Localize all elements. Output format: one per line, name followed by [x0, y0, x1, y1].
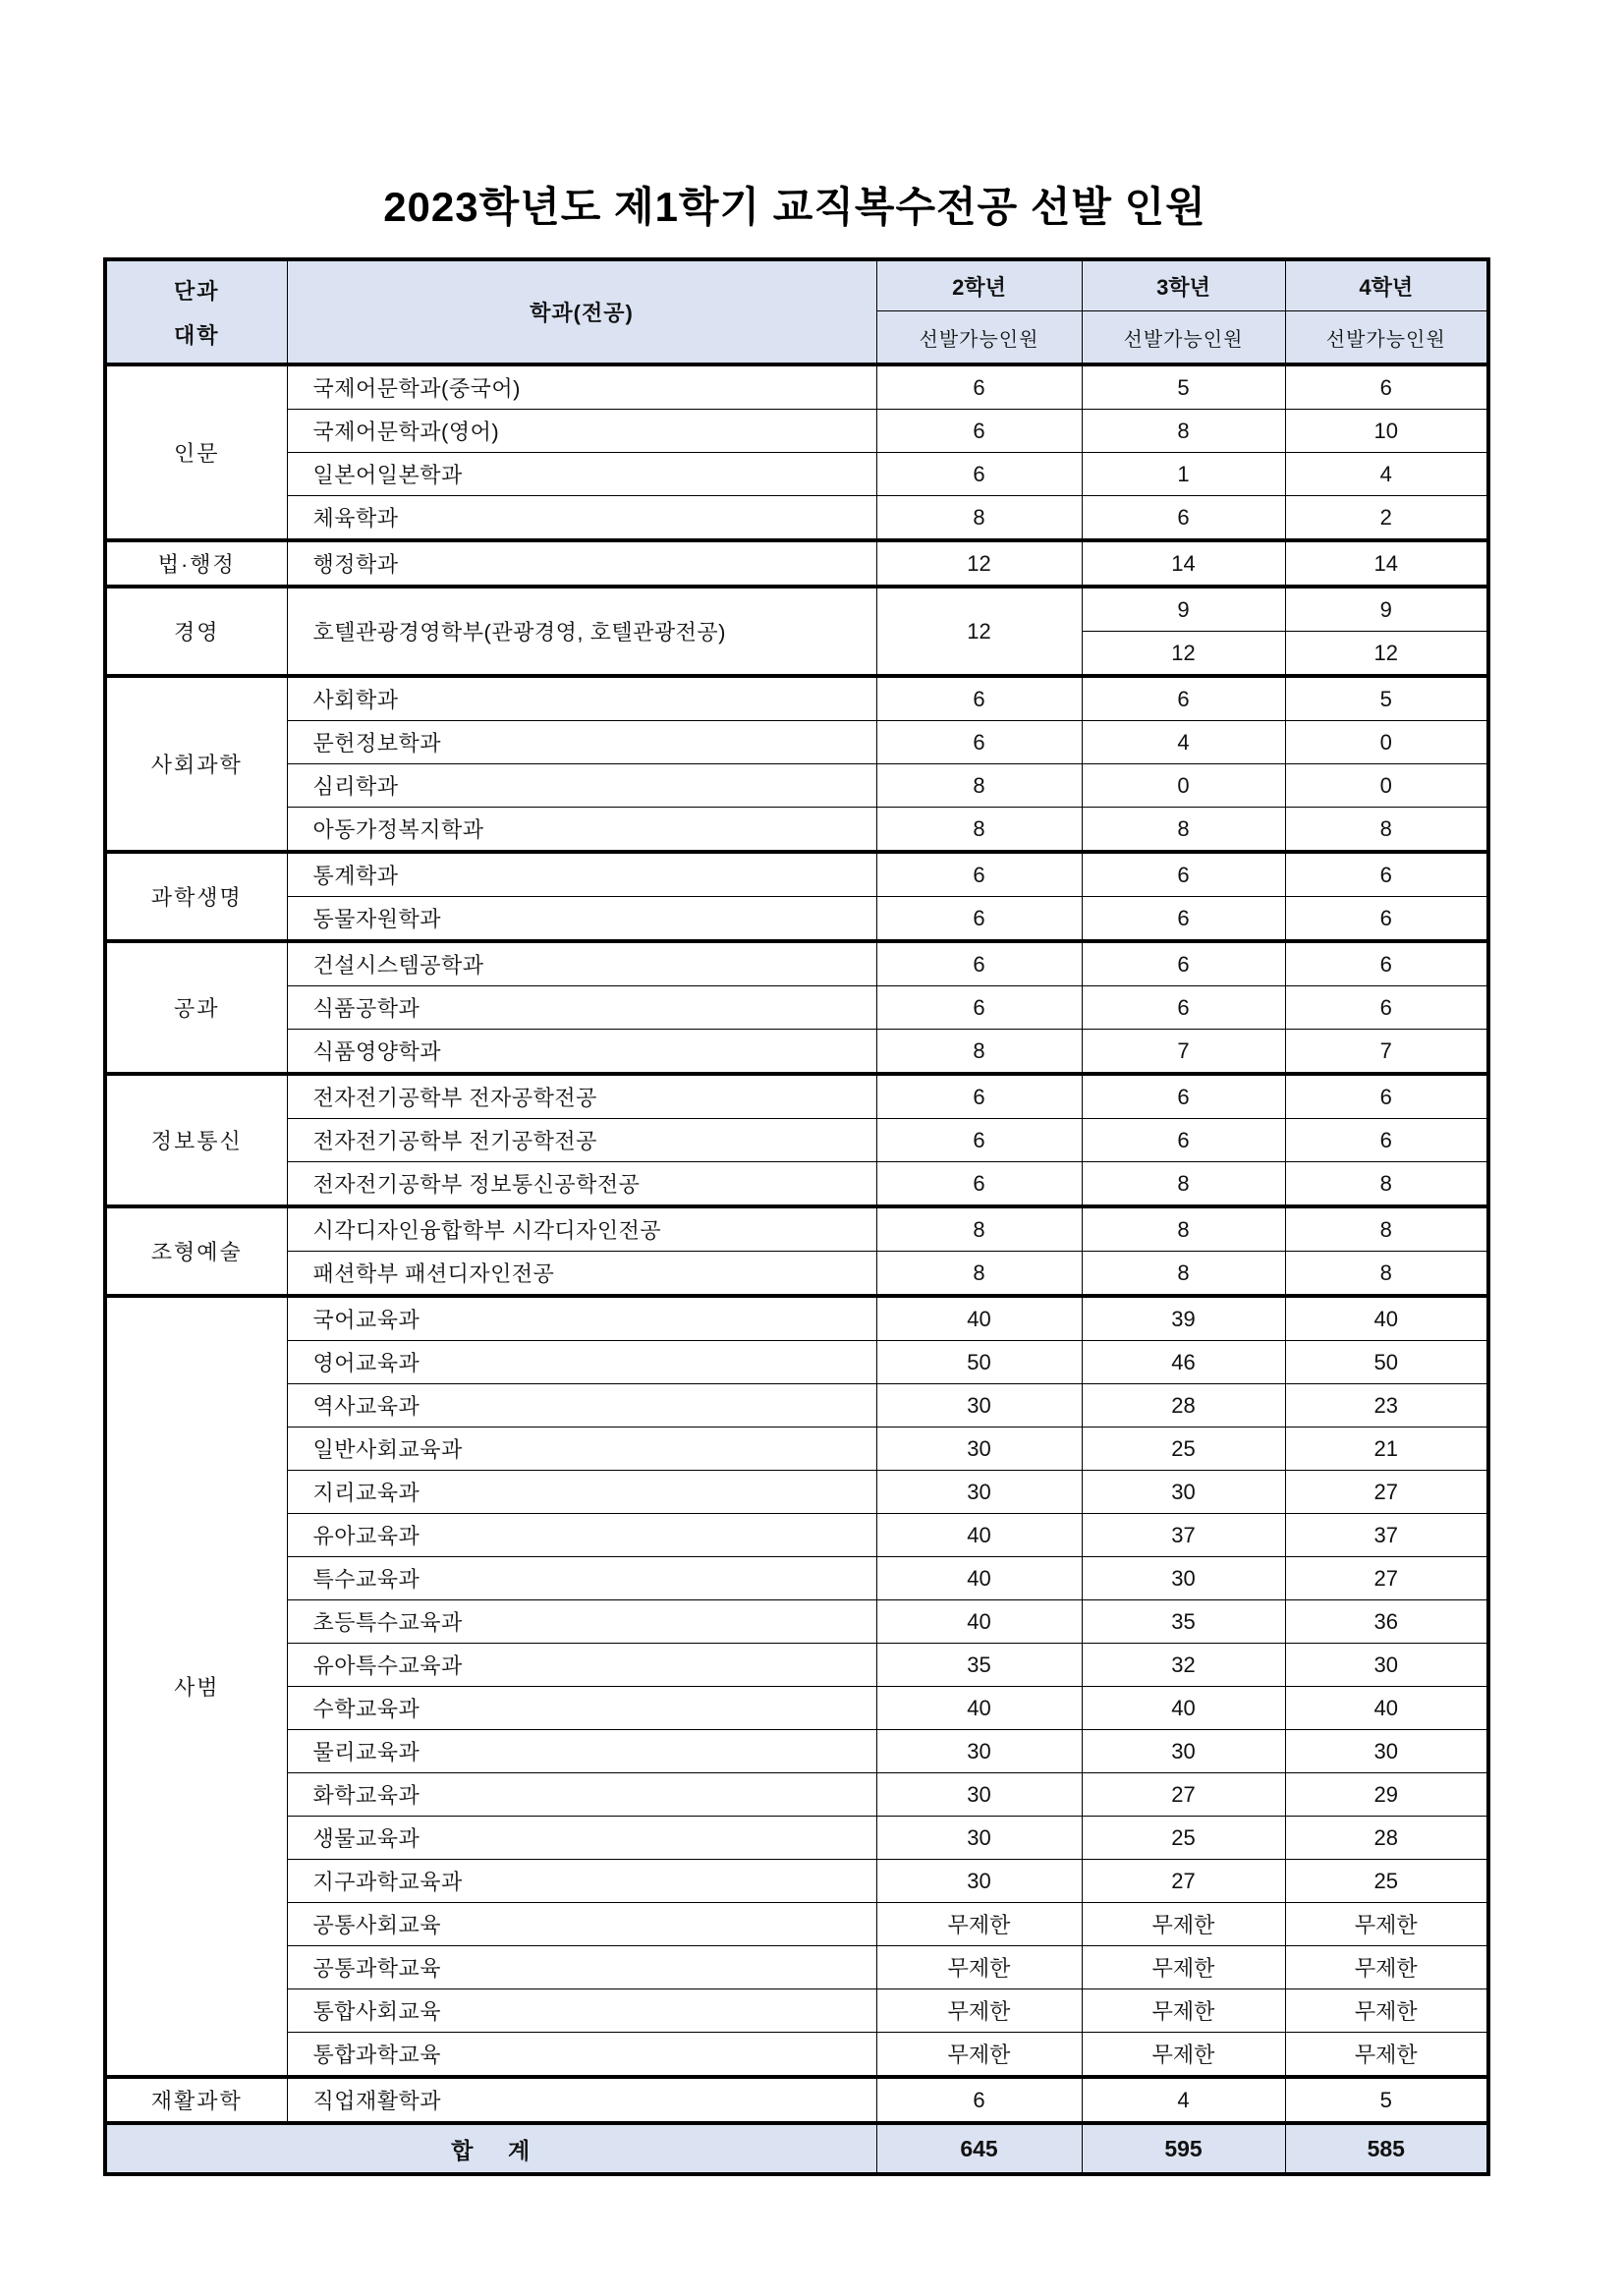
count-cell-year4: 27 [1285, 1557, 1488, 1600]
dept-cell: 초등특수교육과 [287, 1600, 876, 1644]
table-row [105, 1989, 1488, 2033]
dept-cell: 식품영양학과 [287, 1030, 876, 1075]
dept-cell: 일본어일본학과 [287, 453, 876, 496]
count-cell-year4: 6 [1285, 897, 1488, 942]
count-cell-year3: 37 [1082, 1514, 1285, 1557]
dept-cell: 식품공학과 [287, 986, 876, 1030]
count-cell-year4: 10 [1285, 410, 1488, 453]
header-year-4: 4학년 [1285, 259, 1488, 311]
count-cell-year2: 6 [876, 986, 1082, 1030]
table-row [105, 1252, 1488, 1297]
table-row [105, 453, 1488, 496]
count-cell-year2: 6 [876, 453, 1082, 496]
header-college-line1: 단과 [173, 278, 220, 304]
count-cell-year4: 36 [1285, 1600, 1488, 1644]
count-cell-year4: 무제한 [1285, 1946, 1488, 1989]
dept-cell: 공통과학교육 [287, 1946, 876, 1989]
dept-cell: 생물교육과 [287, 1817, 876, 1860]
table-row [105, 1903, 1488, 1946]
table-row [105, 1162, 1488, 1207]
count-cell-year2: 40 [876, 1600, 1082, 1644]
count-cell-year4: 23 [1285, 1384, 1488, 1428]
count-cell-year4: 8 [1285, 1206, 1488, 1252]
dept-cell: 지리교육과 [287, 1471, 876, 1514]
count-cell-year2: 40 [876, 1687, 1082, 1730]
count-cell-year2: 6 [876, 676, 1082, 721]
dept-cell: 화학교육과 [287, 1773, 876, 1817]
table-row [105, 852, 1488, 897]
count-cell-year4: 6 [1285, 852, 1488, 897]
count-cell-year4: 50 [1285, 1341, 1488, 1384]
count-cell-year4: 6 [1285, 1074, 1488, 1119]
header-year-2: 2학년 [876, 259, 1082, 311]
count-cell-year2: 30 [876, 1730, 1082, 1773]
dept-cell: 국제어문학과(중국어) [287, 364, 876, 410]
college-cell: 사범 [105, 1296, 287, 2077]
dept-cell: 전자전기공학부 정보통신공학전공 [287, 1162, 876, 1207]
dept-cell: 동물자원학과 [287, 897, 876, 942]
table-row [105, 1773, 1488, 1817]
count-cell-year3: 25 [1082, 1428, 1285, 1471]
count-cell-year3: 40 [1082, 1687, 1285, 1730]
total-label: 합 계 [105, 2123, 876, 2174]
count-cell-year4: 무제한 [1285, 2033, 1488, 2078]
dept-cell: 국제어문학과(영어) [287, 410, 876, 453]
count-cell-year2: 무제한 [876, 2033, 1082, 2078]
dept-cell: 전자전기공학부 전자공학전공 [287, 1074, 876, 1119]
dept-cell: 건설시스템공학과 [287, 941, 876, 986]
dept-cell: 문헌정보학과 [287, 721, 876, 764]
count-cell-year4: 무제한 [1285, 1989, 1488, 2033]
count-cell-year2: 40 [876, 1296, 1082, 1341]
count-cell-year4: 5 [1285, 2077, 1488, 2123]
college-cell: 정보통신 [105, 1074, 287, 1206]
header-college [105, 259, 287, 364]
table-row [105, 721, 1488, 764]
count-cell-year2: 6 [876, 941, 1082, 986]
college-cell: 사회과학 [105, 676, 287, 852]
header-sub-year4: 선발가능인원 [1285, 311, 1488, 365]
table-row [105, 941, 1488, 986]
table-row [105, 2077, 1488, 2123]
count-cell-year2: 8 [876, 1206, 1082, 1252]
total-year2: 645 [876, 2123, 1082, 2174]
count-cell-year3: 무제한 [1082, 2033, 1285, 2078]
count-cell-year3: 8 [1082, 410, 1285, 453]
total-row [105, 2123, 1488, 2174]
count-cell-year4: 6 [1285, 364, 1488, 410]
dept-cell: 행정학과 [287, 540, 876, 587]
count-cell-year3: 27 [1082, 1860, 1285, 1903]
dept-cell: 물리교육과 [287, 1730, 876, 1773]
dept-cell: 전자전기공학부 전기공학전공 [287, 1119, 876, 1162]
count-cell-year2: 40 [876, 1557, 1082, 1600]
count-cell-year2: 6 [876, 852, 1082, 897]
table-row [105, 540, 1488, 587]
count-cell-year4: 0 [1285, 721, 1488, 764]
count-cell-year3: 0 [1082, 764, 1285, 808]
table-footer [105, 2123, 1488, 2174]
count-cell-year2: 6 [876, 1162, 1082, 1207]
table-row [105, 1946, 1488, 1989]
table-row [105, 1074, 1488, 1119]
table-row [105, 1817, 1488, 1860]
dept-cell: 지구과학교육과 [287, 1860, 876, 1903]
count-cell-year2: 무제한 [876, 1946, 1082, 1989]
count-cell-year3: 4 [1082, 2077, 1285, 2123]
table-row [105, 2033, 1488, 2078]
table-row [105, 1687, 1488, 1730]
table-row [105, 1206, 1488, 1252]
count-cell-year4: 40 [1285, 1296, 1488, 1341]
count-cell-year2: 8 [876, 1030, 1082, 1075]
dept-cell: 사회학과 [287, 676, 876, 721]
count-cell-year3: 8 [1082, 1252, 1285, 1297]
college-cell: 공과 [105, 941, 287, 1074]
count-cell-year2: 30 [876, 1384, 1082, 1428]
count-cell-year4: 29 [1285, 1773, 1488, 1817]
count-cell-year4: 8 [1285, 1252, 1488, 1297]
dept-cell: 시각디자인융합학부 시각디자인전공 [287, 1206, 876, 1252]
count-cell-year4: 40 [1285, 1687, 1488, 1730]
count-cell-year4: 4 [1285, 453, 1488, 496]
table-row [105, 1471, 1488, 1514]
count-cell-year4: 0 [1285, 764, 1488, 808]
count-cell-year4: 28 [1285, 1817, 1488, 1860]
count-cell-year2: 30 [876, 1817, 1082, 1860]
selection-table [103, 257, 1490, 2176]
table-row [105, 496, 1488, 541]
count-cell-year4: 8 [1285, 1162, 1488, 1207]
table-row [105, 1296, 1488, 1341]
table-row [105, 587, 1488, 632]
dept-cell: 호텔관광경영학부(관광경영, 호텔관광전공) [287, 587, 876, 676]
dept-cell: 통합과학교육 [287, 2033, 876, 2078]
table-row [105, 986, 1488, 1030]
table-row [105, 897, 1488, 942]
count-cell-year4: 6 [1285, 1119, 1488, 1162]
count-cell-year4: 6 [1285, 986, 1488, 1030]
table-row [105, 410, 1488, 453]
dept-cell: 공통사회교육 [287, 1903, 876, 1946]
college-cell: 법·행정 [105, 540, 287, 587]
dept-cell: 통계학과 [287, 852, 876, 897]
college-cell: 경영 [105, 587, 287, 676]
count-cell-year3: 6 [1082, 852, 1285, 897]
dept-cell: 일반사회교육과 [287, 1428, 876, 1471]
dept-cell: 수학교육과 [287, 1687, 876, 1730]
count-cell-year3: 27 [1082, 1773, 1285, 1817]
count-cell-year2: 30 [876, 1860, 1082, 1903]
count-cell-year2: 30 [876, 1471, 1082, 1514]
dept-cell: 통합사회교육 [287, 1989, 876, 2033]
dept-cell: 특수교육과 [287, 1557, 876, 1600]
count-cell-year3: 28 [1082, 1384, 1285, 1428]
dept-cell: 유아교육과 [287, 1514, 876, 1557]
dept-cell: 심리학과 [287, 764, 876, 808]
count-cell-year3: 4 [1082, 721, 1285, 764]
count-cell-year2: 12 [876, 540, 1082, 587]
count-cell-year2: 6 [876, 897, 1082, 942]
table-row [105, 1384, 1488, 1428]
count-cell-year3: 6 [1082, 941, 1285, 986]
count-cell-year2: 50 [876, 1341, 1082, 1384]
table-row [105, 1644, 1488, 1687]
count-cell-year3: 7 [1082, 1030, 1285, 1075]
count-cell-year2: 12 [876, 587, 1082, 676]
count-cell-year3: 12 [1082, 632, 1285, 677]
count-cell-year4: 25 [1285, 1860, 1488, 1903]
header-sub-year2: 선발가능인원 [876, 311, 1082, 365]
dept-cell: 영어교육과 [287, 1341, 876, 1384]
count-cell-year3: 8 [1082, 1206, 1285, 1252]
table-row [105, 1514, 1488, 1557]
count-cell-year3: 무제한 [1082, 1946, 1285, 1989]
count-cell-year4: 5 [1285, 676, 1488, 721]
total-year4: 585 [1285, 2123, 1488, 2174]
table-body [105, 364, 1488, 2123]
table-header [105, 259, 1488, 364]
count-cell-year2: 6 [876, 1119, 1082, 1162]
header-department: 학과(전공) [287, 259, 876, 364]
count-cell-year3: 8 [1082, 1162, 1285, 1207]
page-title: 2023학년도 제1학기 교직복수전공 선발 인원 [383, 184, 1206, 230]
count-cell-year2: 30 [876, 1773, 1082, 1817]
college-cell: 재활과학 [105, 2077, 287, 2123]
count-cell-year3: 46 [1082, 1341, 1285, 1384]
table-row [105, 1428, 1488, 1471]
count-cell-year4: 12 [1285, 632, 1488, 677]
count-cell-year4: 14 [1285, 540, 1488, 587]
dept-cell: 국어교육과 [287, 1296, 876, 1341]
count-cell-year2: 8 [876, 808, 1082, 853]
count-cell-year3: 30 [1082, 1557, 1285, 1600]
count-cell-year3: 30 [1082, 1730, 1285, 1773]
count-cell-year3: 30 [1082, 1471, 1285, 1514]
table-row [105, 1341, 1488, 1384]
table-row [105, 1557, 1488, 1600]
total-year3: 595 [1082, 2123, 1285, 2174]
count-cell-year3: 6 [1082, 496, 1285, 541]
count-cell-year2: 6 [876, 410, 1082, 453]
dept-cell: 체육학과 [287, 496, 876, 541]
count-cell-year4: 2 [1285, 496, 1488, 541]
count-cell-year2: 8 [876, 764, 1082, 808]
count-cell-year4: 37 [1285, 1514, 1488, 1557]
dept-cell: 유아특수교육과 [287, 1644, 876, 1687]
table-row [105, 1119, 1488, 1162]
count-cell-year3: 무제한 [1082, 1989, 1285, 2033]
table-row [105, 764, 1488, 808]
college-cell: 인문 [105, 364, 287, 540]
count-cell-year4: 7 [1285, 1030, 1488, 1075]
count-cell-year3: 6 [1082, 986, 1285, 1030]
count-cell-year2: 35 [876, 1644, 1082, 1687]
header-year-3: 3학년 [1082, 259, 1285, 311]
count-cell-year3: 무제한 [1082, 1903, 1285, 1946]
count-cell-year3: 32 [1082, 1644, 1285, 1687]
count-cell-year3: 9 [1082, 587, 1285, 632]
table-row [105, 1860, 1488, 1903]
count-cell-year4: 27 [1285, 1471, 1488, 1514]
table-row [105, 364, 1488, 410]
count-cell-year3: 14 [1082, 540, 1285, 587]
dept-cell: 직업재활학과 [287, 2077, 876, 2123]
count-cell-year2: 8 [876, 1252, 1082, 1297]
header-college-line2: 대학 [173, 322, 220, 348]
count-cell-year3: 5 [1082, 364, 1285, 410]
dept-cell: 역사교육과 [287, 1384, 876, 1428]
college-cell: 조형예술 [105, 1206, 287, 1296]
count-cell-year4: 30 [1285, 1730, 1488, 1773]
header-sub-year3: 선발가능인원 [1082, 311, 1285, 365]
count-cell-year4: 6 [1285, 941, 1488, 986]
count-cell-year3: 6 [1082, 1119, 1285, 1162]
count-cell-year4: 9 [1285, 587, 1488, 632]
count-cell-year2: 6 [876, 1074, 1082, 1119]
count-cell-year4: 21 [1285, 1428, 1488, 1471]
count-cell-year3: 6 [1082, 676, 1285, 721]
count-cell-year4: 30 [1285, 1644, 1488, 1687]
count-cell-year3: 8 [1082, 808, 1285, 853]
table-row [105, 808, 1488, 853]
count-cell-year4: 무제한 [1285, 1903, 1488, 1946]
dept-cell: 패션학부 패션디자인전공 [287, 1252, 876, 1297]
count-cell-year3: 25 [1082, 1817, 1285, 1860]
count-cell-year2: 6 [876, 364, 1082, 410]
count-cell-year3: 6 [1082, 1074, 1285, 1119]
count-cell-year2: 40 [876, 1514, 1082, 1557]
count-cell-year3: 6 [1082, 897, 1285, 942]
count-cell-year3: 35 [1082, 1600, 1285, 1644]
count-cell-year2: 무제한 [876, 1989, 1082, 2033]
count-cell-year2: 8 [876, 496, 1082, 541]
count-cell-year2: 무제한 [876, 1903, 1082, 1946]
count-cell-year3: 1 [1082, 453, 1285, 496]
college-cell: 과학생명 [105, 852, 287, 941]
table-row [105, 1030, 1488, 1075]
dept-cell: 아동가정복지학과 [287, 808, 876, 853]
count-cell-year3: 39 [1082, 1296, 1285, 1341]
table-row [105, 1600, 1488, 1644]
count-cell-year2: 6 [876, 2077, 1082, 2123]
count-cell-year2: 6 [876, 721, 1082, 764]
table-row [105, 1730, 1488, 1773]
count-cell-year2: 30 [876, 1428, 1082, 1471]
count-cell-year4: 8 [1285, 808, 1488, 853]
table-row [105, 676, 1488, 721]
